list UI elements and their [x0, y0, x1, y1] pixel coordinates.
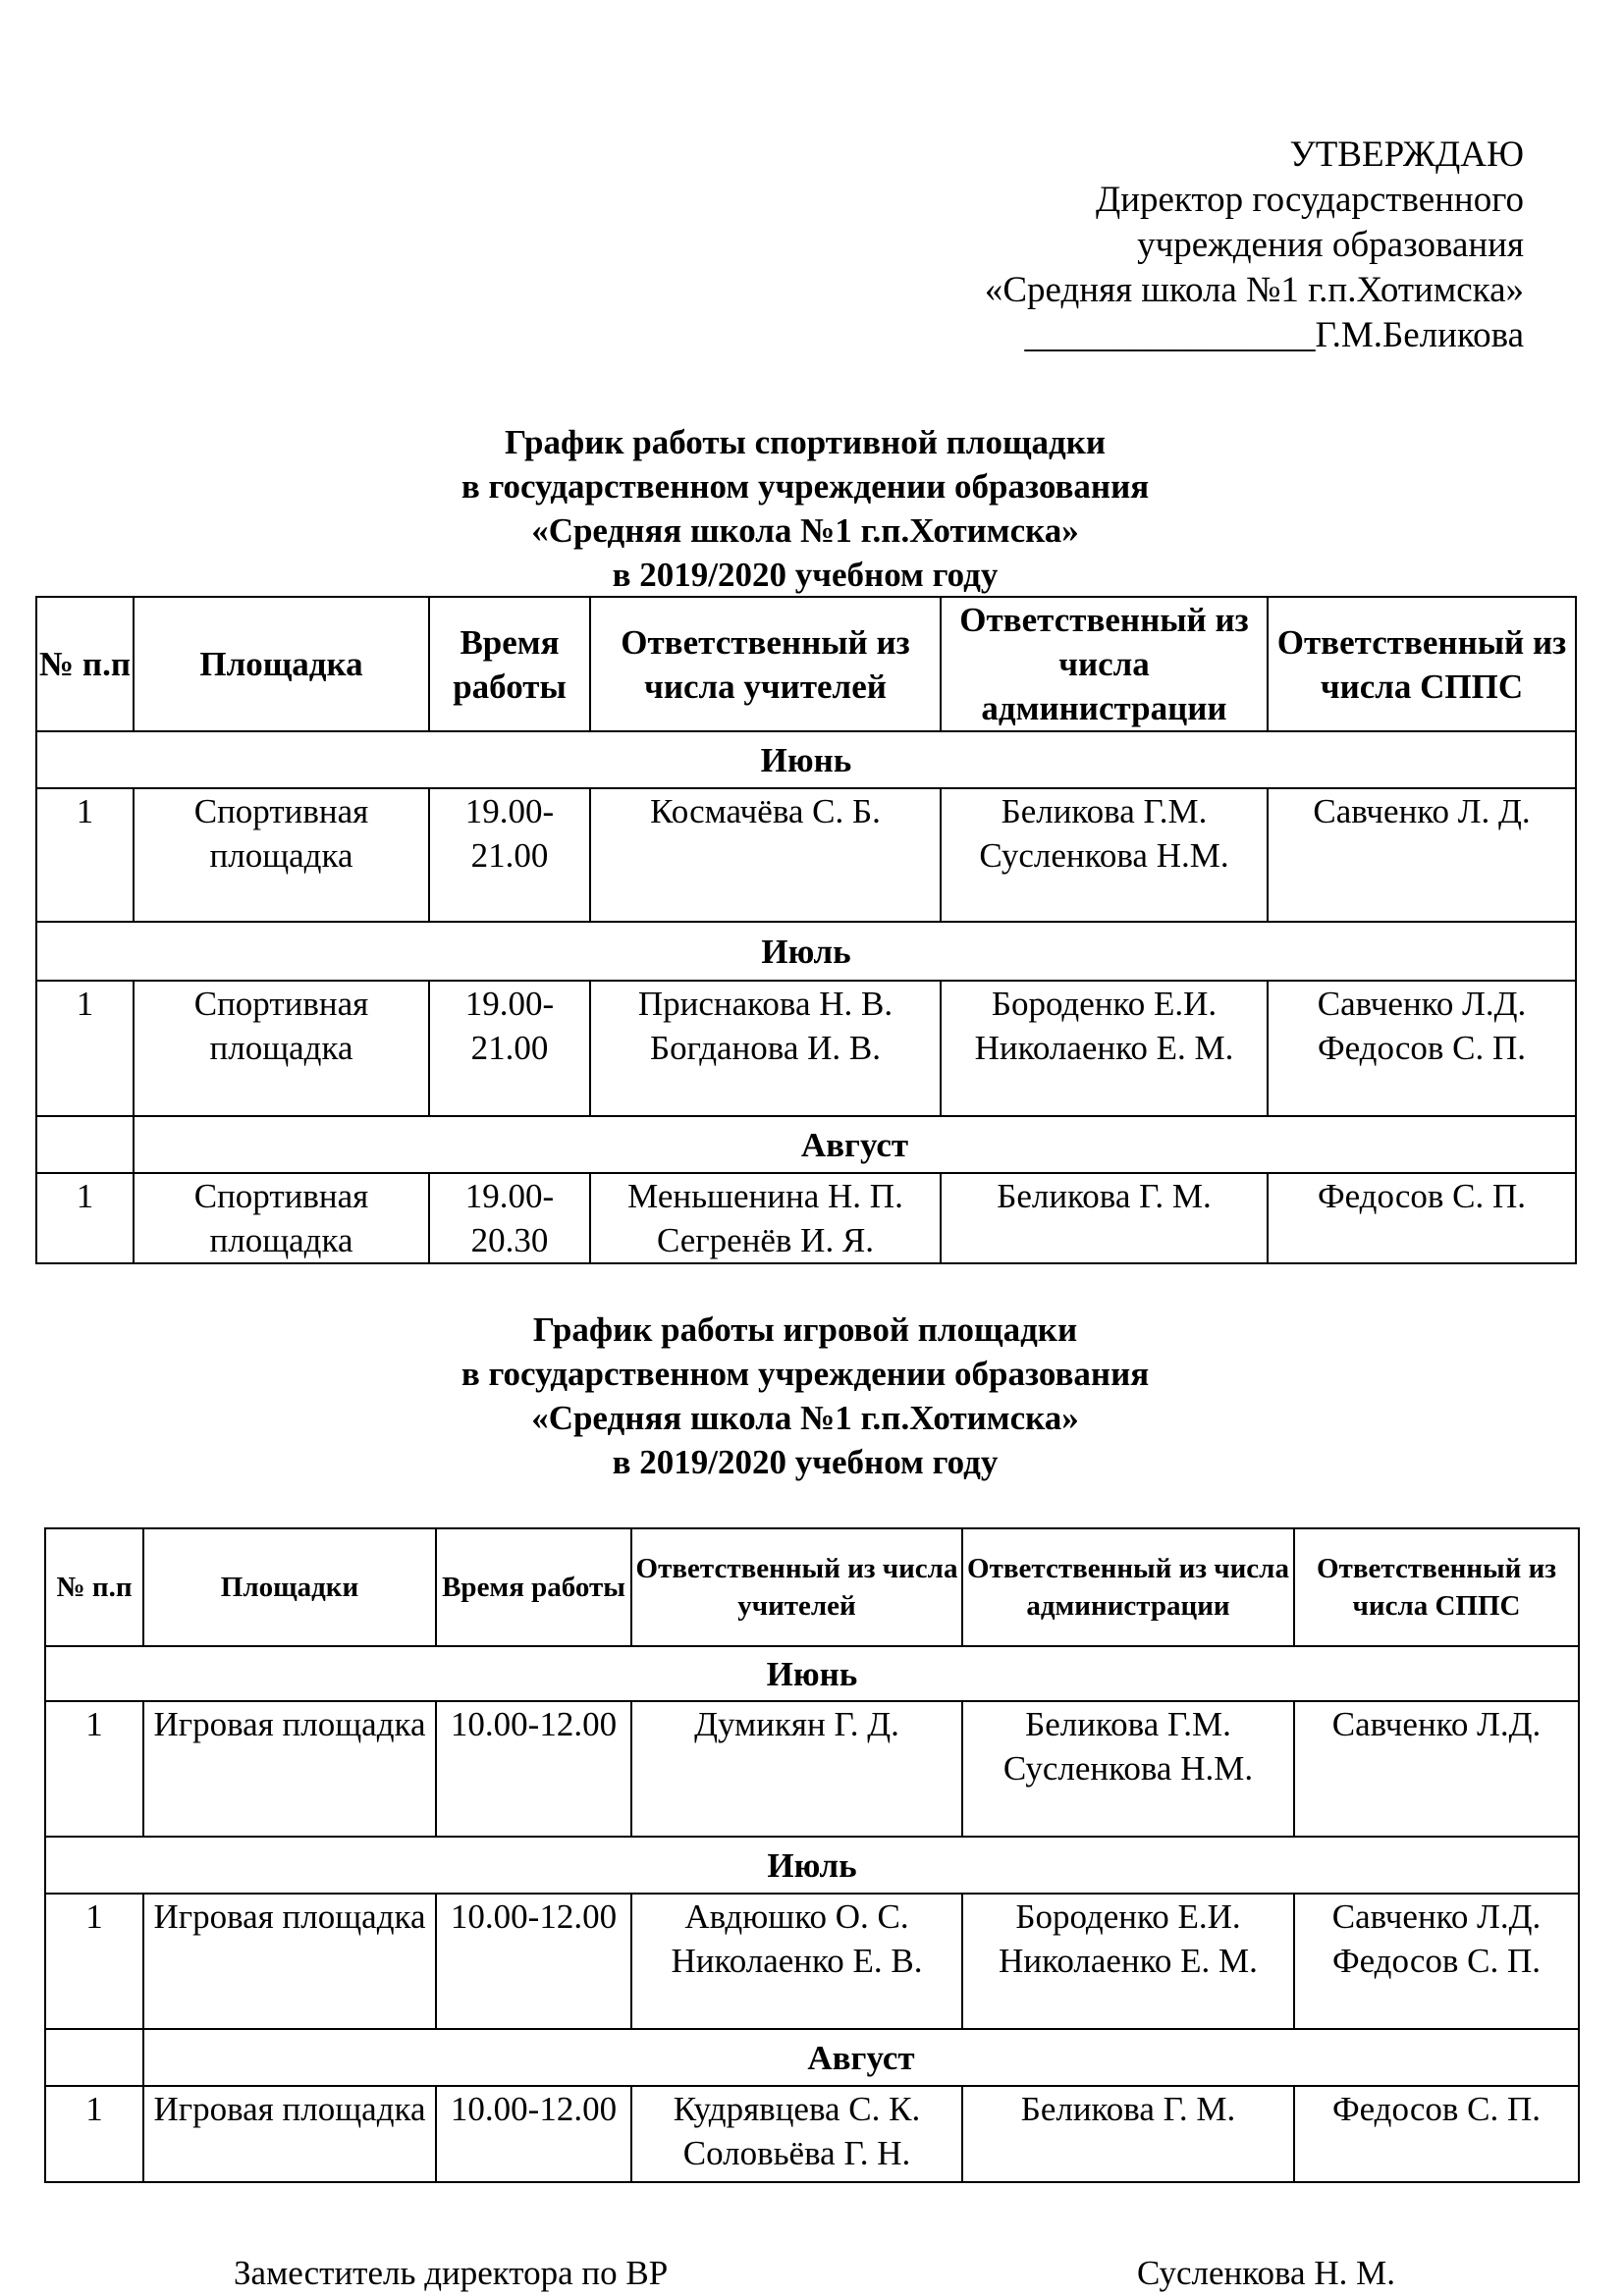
month-label: Июнь [36, 731, 1576, 788]
cell-number: 1 [36, 981, 134, 1116]
cell-spps: Федосов С. П. [1268, 1173, 1576, 1263]
schedule2-title-line: в государственном учреждении образования [460, 1355, 1150, 1393]
cell-site: Спортивная площадка [134, 1173, 429, 1263]
schedule2-title-line: «Средняя школа №1 г.п.Хотимска» [531, 1399, 1079, 1437]
cell-administration: Беликова Г. М. [962, 2086, 1294, 2182]
header-spps: Ответственный из числа СППС [1268, 597, 1576, 731]
footer-position: Заместитель директора по ВР [234, 2254, 669, 2292]
header-time: Время работы [429, 597, 590, 731]
approval-institution: учреждения образования [1137, 225, 1524, 265]
cell-teachers: Кудрявцева С. К. Соловьёва Г. Н. [631, 2086, 962, 2182]
table-row [45, 1894, 1579, 2029]
schedule1-title-line: в государственном учреждении образования [460, 467, 1150, 506]
approval-block [884, 133, 1524, 358]
schedule2-table [44, 1527, 1580, 2183]
table-header-row [45, 1528, 1579, 1646]
cell-number: 1 [36, 1173, 134, 1263]
cell-time: 10.00-12.00 [436, 2086, 631, 2182]
cell-time: 10.00-12.00 [436, 1894, 631, 2029]
cell-spps: Савченко Л.Д. Федосов С. П. [1268, 981, 1576, 1116]
cell-administration: Беликова Г.М. Сусленкова Н.М. [962, 1701, 1294, 1837]
header-time: Время работы [436, 1528, 631, 1646]
schedule1-title-line: в 2019/2020 учебном году [612, 556, 999, 594]
cell-teachers: Меньшенина Н. П. Сегренёв И. Я. [590, 1173, 941, 1263]
cell-teachers: Космачёва С. Б. [590, 788, 941, 922]
header-site: Площадка [134, 597, 429, 731]
cell-administration: Бороденко Е.И. Николаенко Е. М. [962, 1894, 1294, 2029]
cell-teachers: Авдюшко О. С. Николаенко Е. В. [631, 1894, 962, 2029]
cell-time: 19.00-21.00 [429, 981, 590, 1116]
cell-number: 1 [36, 788, 134, 922]
table-row [36, 1173, 1576, 1263]
month-row [45, 2029, 1579, 2086]
cell-time: 19.00-21.00 [429, 788, 590, 922]
empty-cell [36, 1116, 134, 1173]
cell-spps: Федосов С. П. [1294, 2086, 1579, 2182]
cell-time: 10.00-12.00 [436, 1701, 631, 1837]
table-row [45, 1701, 1579, 1837]
schedule1-title-line: График работы спортивной площадки [504, 423, 1107, 461]
month-label: Июнь [45, 1646, 1579, 1701]
table-header-row [36, 597, 1576, 731]
cell-administration: Беликова Г. М. [941, 1173, 1268, 1263]
schedule1-title-line: «Средняя школа №1 г.п.Хотимска» [531, 511, 1079, 550]
month-label: Август [134, 1116, 1576, 1173]
header-administration: Ответственный из числа администрации [941, 597, 1268, 731]
cell-site: Спортивная площадка [134, 981, 429, 1116]
month-row [45, 1646, 1579, 1701]
cell-site: Игровая площадка [143, 1894, 436, 2029]
cell-number: 1 [45, 2086, 143, 2182]
cell-site: Игровая площадка [143, 2086, 436, 2182]
cell-teachers: Приснакова Н. В. Богданова И. В. [590, 981, 941, 1116]
month-label: Август [143, 2029, 1579, 2086]
header-spps: Ответственный из числа СППС [1294, 1528, 1579, 1646]
cell-number: 1 [45, 1701, 143, 1837]
header-teachers: Ответственный из числа учителей [590, 597, 941, 731]
header-teachers: Ответственный из числа учителей [631, 1528, 962, 1646]
table-row [36, 981, 1576, 1116]
header-number: № п.п [36, 597, 134, 731]
cell-administration: Беликова Г.М. Сусленкова Н.М. [941, 788, 1268, 922]
cell-spps: Савченко Л.Д. [1294, 1701, 1579, 1837]
month-row [36, 922, 1576, 981]
schedule2-title-line: График работы игровой площадки [532, 1310, 1078, 1349]
cell-number: 1 [45, 1894, 143, 2029]
month-label: Июль [36, 922, 1576, 981]
schedule2-title-line: в 2019/2020 учебном году [612, 1443, 999, 1481]
cell-site: Игровая площадка [143, 1701, 436, 1837]
month-row [45, 1837, 1579, 1894]
schedule2-title [295, 1308, 1316, 1484]
cell-teachers: Думикян Г. Д. [631, 1701, 962, 1837]
table-row [45, 2086, 1579, 2182]
cell-site: Спортивная площадка [134, 788, 429, 922]
month-label: Июль [45, 1837, 1579, 1894]
schedule1-title [295, 420, 1316, 597]
schedule1-table [35, 596, 1577, 1264]
approval-school-name: «Средняя школа №1 г.п.Хотимска» [984, 270, 1524, 310]
header-administration: Ответственный из числа администрации [962, 1528, 1294, 1646]
month-row [36, 1116, 1576, 1173]
cell-administration: Бороденко Е.И. Николаенко Е. М. [941, 981, 1268, 1116]
header-site: Площадки [143, 1528, 436, 1646]
header-number: № п.п [45, 1528, 143, 1646]
table-row [36, 788, 1576, 922]
approval-signature-line: ________________Г.М.Беликова [1024, 315, 1524, 355]
cell-spps: Савченко Л.Д. Федосов С. П. [1294, 1894, 1579, 2029]
cell-time: 19.00-20.30 [429, 1173, 590, 1263]
approval-position: Директор государственного [1095, 180, 1524, 220]
cell-spps: Савченко Л. Д. [1268, 788, 1576, 922]
month-row [36, 731, 1576, 788]
footer-name: Сусленкова Н. М. [1137, 2254, 1395, 2292]
empty-cell [45, 2029, 143, 2086]
approval-heading: УТВЕРЖДАЮ [1289, 134, 1524, 175]
